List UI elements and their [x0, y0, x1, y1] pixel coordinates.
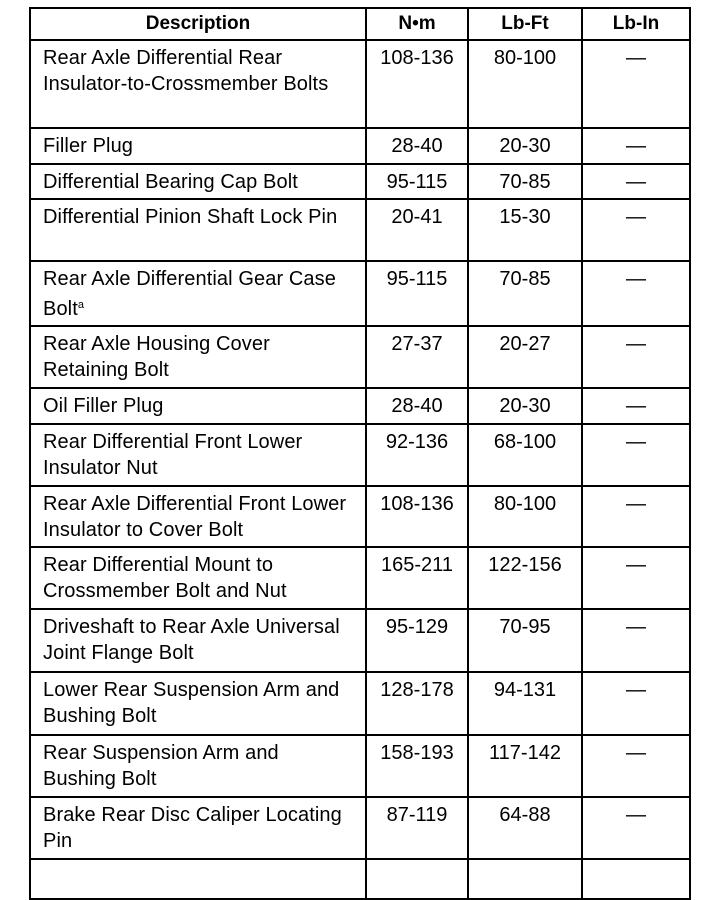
lbin-cell: —	[582, 164, 690, 199]
table-row	[30, 859, 690, 899]
torque-spec-sheet	[29, 7, 689, 900]
description-cell	[30, 261, 366, 326]
table-row	[30, 261, 690, 326]
column-header-newton-meters: N•m	[366, 8, 468, 40]
description-cell: Rear Suspension Arm and Bushing Bolt	[30, 735, 366, 797]
nm-cell: 28-40	[366, 388, 468, 424]
lbft-cell: 20-27	[468, 326, 582, 388]
nm-cell: 108-136	[366, 40, 468, 128]
nm-cell: 27-37	[366, 326, 468, 388]
lbin-cell: —	[582, 609, 690, 672]
lbft-cell	[468, 859, 582, 899]
column-header-description: Description	[30, 8, 366, 40]
lbft-cell: 20-30	[468, 388, 582, 424]
description-cell: Differential Pinion Shaft Lock Pin	[30, 199, 366, 261]
nm-cell: 95-115	[366, 164, 468, 199]
lbft-cell: 68-100	[468, 424, 582, 486]
description-text: Rear Axle Differential Gear Case Bolt	[43, 268, 336, 320]
lbft-cell: 70-95	[468, 609, 582, 672]
description-cell: Lower Rear Suspension Arm and Bushing Bolt	[30, 672, 366, 735]
nm-cell: 128-178	[366, 672, 468, 735]
lbin-cell: —	[582, 486, 690, 547]
description-cell: Rear Axle Differential Rear Insulator-to-Crossmember Bolts	[30, 40, 366, 128]
lbft-cell: 64-88	[468, 797, 582, 859]
description-cell: Filler Plug	[30, 128, 366, 164]
lbft-cell: 20-30	[468, 128, 582, 164]
lbin-cell: —	[582, 424, 690, 486]
lbin-cell: —	[582, 735, 690, 797]
description-cell: Driveshaft to Rear Axle Universal Joint Flange Bolt	[30, 609, 366, 672]
table-row	[30, 486, 690, 547]
table-row	[30, 424, 690, 486]
table-row	[30, 164, 690, 199]
nm-cell: 95-129	[366, 609, 468, 672]
nm-cell	[366, 859, 468, 899]
nm-cell: 87-119	[366, 797, 468, 859]
description-cell: Rear Axle Differential Front Lower Insulator to Cover Bolt	[30, 486, 366, 547]
table-row	[30, 326, 690, 388]
lbin-cell: —	[582, 261, 690, 326]
nm-cell: 165-211	[366, 547, 468, 609]
description-cell	[30, 859, 366, 899]
lbft-cell: 80-100	[468, 486, 582, 547]
table-row	[30, 547, 690, 609]
lbft-cell: 122-156	[468, 547, 582, 609]
table-row	[30, 797, 690, 859]
table-row	[30, 735, 690, 797]
nm-cell: 92-136	[366, 424, 468, 486]
lbin-cell: —	[582, 326, 690, 388]
description-cell: Oil Filler Plug	[30, 388, 366, 424]
torque-spec-table	[29, 7, 691, 900]
lbft-cell: 70-85	[468, 261, 582, 326]
lbin-cell: —	[582, 797, 690, 859]
lbft-cell: 94-131	[468, 672, 582, 735]
table-header	[30, 8, 690, 40]
lbin-cell	[582, 859, 690, 899]
lbin-cell: —	[582, 388, 690, 424]
description-cell: Differential Bearing Cap Bolt	[30, 164, 366, 199]
nm-cell: 20-41	[366, 199, 468, 261]
table-row	[30, 672, 690, 735]
lbft-cell: 80-100	[468, 40, 582, 128]
table-row	[30, 199, 690, 261]
table-row	[30, 128, 690, 164]
table-row	[30, 388, 690, 424]
description-cell: Rear Differential Front Lower Insulator Nut	[30, 424, 366, 486]
lbin-cell: —	[582, 547, 690, 609]
lbin-cell: —	[582, 199, 690, 261]
nm-cell: 158-193	[366, 735, 468, 797]
table-row	[30, 40, 690, 128]
lbft-cell: 15-30	[468, 199, 582, 261]
nm-cell: 108-136	[366, 486, 468, 547]
lbft-cell: 70-85	[468, 164, 582, 199]
nm-cell: 28-40	[366, 128, 468, 164]
column-header-pound-inches: Lb-In	[582, 8, 690, 40]
nm-cell: 95-115	[366, 261, 468, 326]
description-cell: Rear Axle Housing Cover Retaining Bolt	[30, 326, 366, 388]
lbin-cell: —	[582, 128, 690, 164]
description-cell: Brake Rear Disc Caliper Locating Pin	[30, 797, 366, 859]
table-body	[30, 40, 690, 899]
description-cell: Rear Differential Mount to Crossmember Bolt and Nut	[30, 547, 366, 609]
header-row	[30, 8, 690, 40]
lbft-cell: 117-142	[468, 735, 582, 797]
footnote-marker: a	[77, 299, 85, 311]
table-row	[30, 609, 690, 672]
lbin-cell: —	[582, 672, 690, 735]
column-header-pound-feet: Lb-Ft	[468, 8, 582, 40]
lbin-cell: —	[582, 40, 690, 128]
